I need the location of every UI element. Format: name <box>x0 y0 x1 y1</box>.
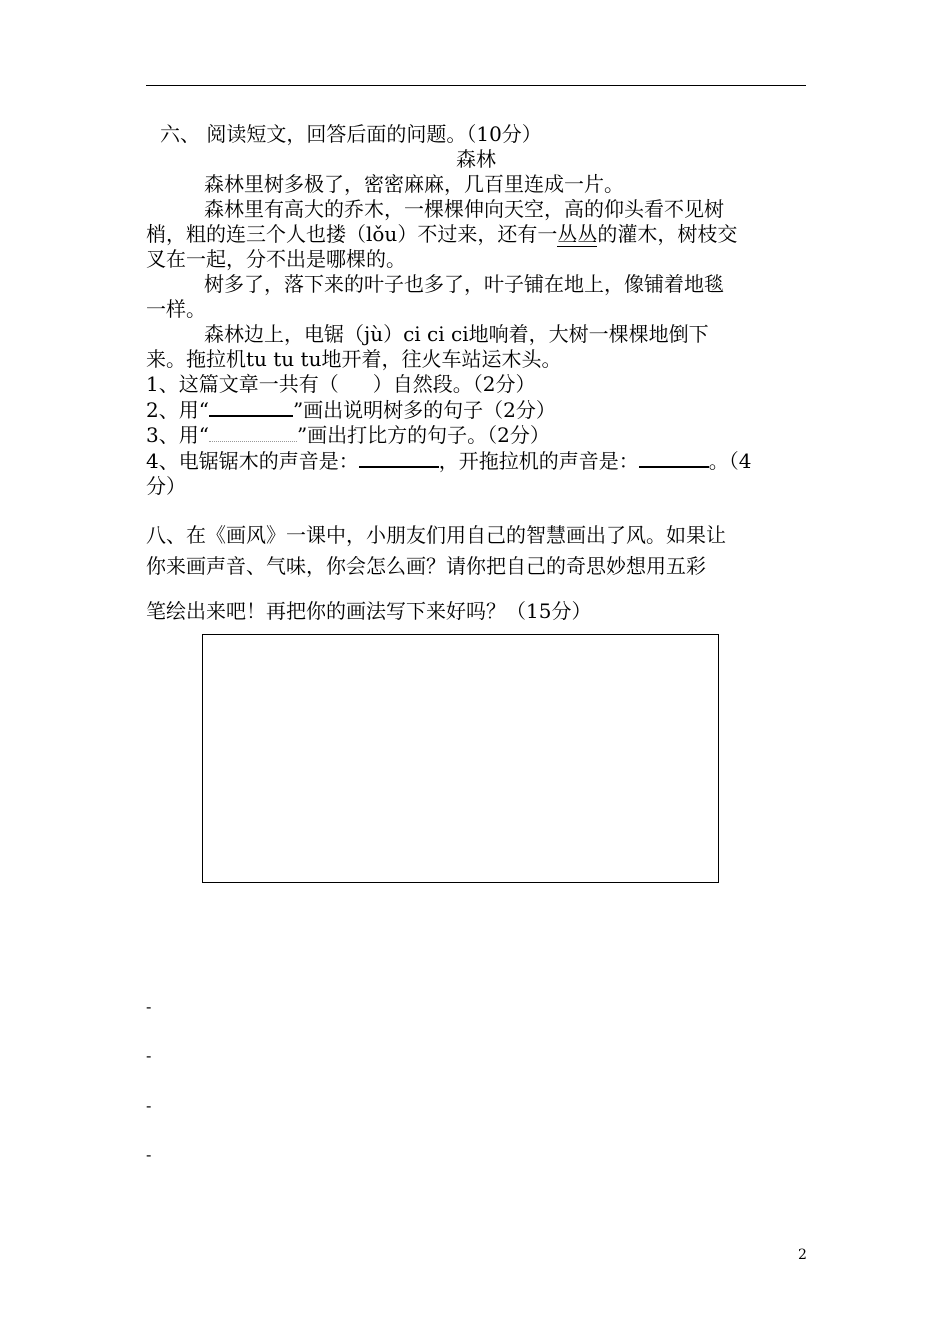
header-rule <box>146 85 806 86</box>
paragraph-2-line-3: 叉在一起，分不出是哪棵的。 <box>146 247 406 271</box>
paragraph-4-line-2: 来。拖拉机tu tu tu地开着，往火车站运木头。 <box>146 347 562 371</box>
paragraph-2-line-1: 森林里有高大的乔木，一棵棵伸向天空，高的仰头看不见树 <box>204 197 724 221</box>
dash-mark: - <box>146 1096 152 1115</box>
dash-mark: - <box>146 1046 152 1065</box>
question-1: 1、这篇文章一共有（ ）自然段。（2分） <box>146 372 536 396</box>
section-heading: 六、 阅读短文，回答后面的问题。（10分） <box>160 122 542 146</box>
page-number: 2 <box>798 1247 807 1263</box>
section8-line-1: 八、在《画风》一课中，小朋友们用自己的智慧画出了风。如果让 <box>146 523 726 547</box>
dash-mark: - <box>146 997 152 1016</box>
paragraph-3-line-2: 一样。 <box>146 297 206 321</box>
section8-line-3: 笔绘出来吧！再把你的画法写下来好吗？（15分） <box>146 599 592 623</box>
reading-section <box>146 122 806 499</box>
paragraph-3-line-1: 树多了，落下来的叶子也多了，叶子铺在地上，像铺着地毯 <box>204 272 724 296</box>
paragraph-4-line-1: 森林边上，电锯（jù）ci ci ci地响着，大树一棵棵地倒下 <box>204 322 709 346</box>
question-3: 3、用“ ”画出打比方的句子。（2分） <box>146 423 550 447</box>
passage-title: 森林 <box>456 147 496 171</box>
underlined-word: 丛丛 <box>557 222 598 246</box>
answer-blank-saw[interactable] <box>359 448 439 468</box>
question-2: 2、用“ ”画出说明树多的句子（2分） <box>146 398 556 422</box>
dash-mark: - <box>146 1145 152 1164</box>
wavy-underline-sample <box>209 431 297 442</box>
question-4-line-2: 分） <box>146 474 186 498</box>
section8-line-2: 你来画声音、气味，你会怎么画？请你把自己的奇思妙想用五彩 <box>146 554 706 578</box>
straight-underline-sample <box>209 397 293 417</box>
paragraph-2-line-2: 梢，粗的连三个人也搂（lǒu）不过来，还有一丛丛的灌木，树枝交 <box>146 222 738 246</box>
question-4: 4、电锯锯木的声音是： ，开拖拉机的声音是： 。（4 <box>146 449 752 473</box>
drawing-box[interactable] <box>202 634 719 883</box>
drawing-section <box>146 522 806 625</box>
answer-blank-tractor[interactable] <box>639 448 709 468</box>
paragraph-1: 森林里树多极了，密密麻麻，几百里连成一片。 <box>204 172 624 196</box>
